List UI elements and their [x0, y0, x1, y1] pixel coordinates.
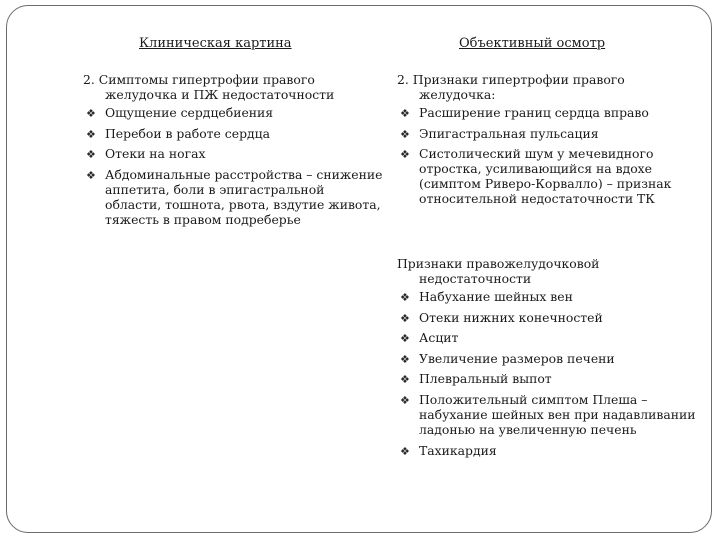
bullet-icon: ❖: [400, 393, 410, 407]
right-lead-line1: 2. Признаки гипертрофии правого: [397, 72, 625, 87]
bullet-icon: ❖: [400, 148, 410, 162]
list-item: ❖ Абдоминальные расстройства – снижение аппетита, боли в эпигастральной области, тошнота, рвота, вздутие живота, тяжесть в правом подреберье: [86, 166, 383, 227]
bullet-icon: ❖: [400, 373, 410, 387]
bullet-icon: ❖: [400, 127, 410, 141]
bullet-icon: ❖: [86, 107, 96, 120]
list-item: ❖ Перебои в работе сердца: [86, 125, 270, 141]
right-heading: Объективный осмотр: [459, 36, 606, 51]
left-list: [83, 105, 383, 227]
slide-frame: [6, 5, 712, 533]
right-lead2-line1: Признаки правожелудочковой: [397, 256, 600, 271]
list-item: ❖ Систолический шум у мечевидного отростка, усиливающийся на вдохе (симптом Риверо-Корвалло) – признак относительной недостаточности ТК: [400, 146, 672, 207]
bullet-icon: ❖: [86, 148, 96, 162]
bullet-icon: ❖: [400, 332, 410, 346]
list-item: ❖ Увеличение размеров печени: [400, 350, 615, 366]
list-item: ❖ Асцит: [400, 330, 459, 346]
list-item: ❖ Отеки на ногах: [86, 146, 206, 162]
list-item: ❖ Отеки нижних конечностей: [400, 309, 603, 325]
list-item: ❖ Ощущение сердцебиения: [86, 105, 274, 120]
right-lead2-line2: недостаточности: [419, 271, 532, 286]
list-item: ❖ Расширение границ сердца вправо: [400, 105, 649, 120]
right-lead: [397, 72, 697, 102]
bullet-icon: ❖: [400, 311, 410, 325]
bullet-icon: ❖: [400, 291, 410, 304]
list-item: ❖ Эпигастральная пульсация: [400, 125, 599, 141]
bullet-icon: ❖: [400, 107, 410, 120]
right-list: [397, 105, 697, 206]
left-heading: Клиническая картина: [139, 36, 292, 51]
list-item: ❖ Тахикардия: [400, 442, 497, 458]
list-item: ❖ Набухание шейных вен: [400, 289, 573, 304]
list-item: ❖ Плевральный выпот: [400, 371, 552, 387]
list-item: ❖ Положительный симптом Плеша – набухание шейных вен при надавливании ладонью на увеличенную печень: [400, 391, 696, 437]
bullet-icon: ❖: [400, 444, 410, 458]
left-lead: [83, 72, 383, 102]
bullet-icon: ❖: [86, 168, 96, 182]
left-lead-line2: желудочка и ПЖ недостаточности: [105, 87, 335, 102]
right-block-hypertrophy: [397, 72, 697, 212]
bullet-icon: ❖: [86, 127, 96, 141]
right-lead2: [397, 256, 697, 286]
bullet-icon: ❖: [400, 352, 410, 366]
right-list2: [397, 289, 697, 458]
left-block: [83, 72, 383, 232]
right-block-failure: [397, 256, 697, 463]
left-lead-line1: 2. Симптомы гипертрофии правого: [83, 72, 315, 87]
right-lead-line2: желудочка:: [419, 87, 496, 102]
